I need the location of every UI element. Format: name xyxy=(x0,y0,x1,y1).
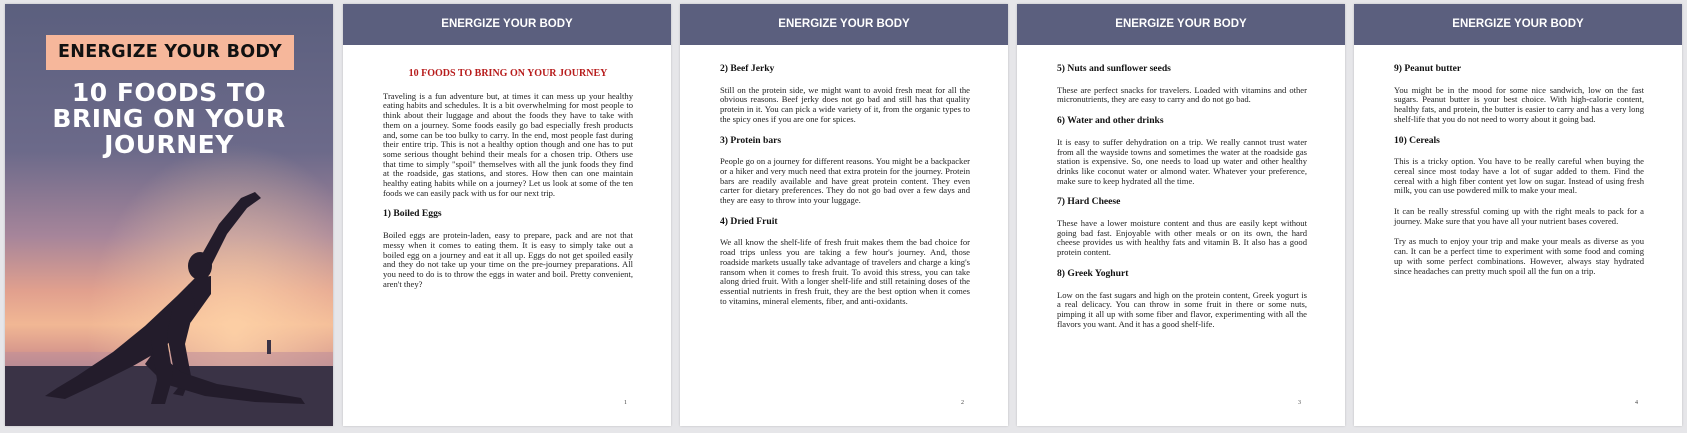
section-heading: 3) Protein bars xyxy=(720,134,782,146)
page-number: 1 xyxy=(624,400,627,406)
section-text: It is easy to suffer dehydration on a trip. We really cannot trust water from all the wayside towns and sometimes the water at the roadside gas station is expensive. So, one needs to load up water and other healthy drinks like coconut water or almond water. Whatever your preference, make sure to keep hydrated all the time. xyxy=(1057,136,1307,186)
section-text: People go on a journey for different reasons. You might be a backpacker or a hiker and very much need that extra protein for the journey. Protein bars are readily available and have great protein content. They even carter for dietary preferences. They do not go bad over a few days and they are easy to throw into your luggage. xyxy=(720,156,970,206)
section-heading: 7) Hard Cheese xyxy=(1057,196,1121,208)
page-number: 2 xyxy=(961,400,964,406)
section-heading: 10) Cereals xyxy=(1394,134,1440,146)
cover-title xyxy=(5,80,333,158)
cover-title-line: JOURNEY xyxy=(104,130,234,159)
page-content xyxy=(1394,64,1644,287)
section-text: Low on the fast sugars and high on the protein content, Greek yogurt is a real delicacy. You can throw in some fruit in there or some nuts, pimping it all up with some fiber and flavor, experimenting with all the flavors you want. And it has a good shelf-life. xyxy=(1057,289,1307,329)
closing-paragraph: It can be really stressful coming up with the right meals to pack for a journey. Make sure that you have all your nutrient bases covered. xyxy=(1394,206,1644,226)
section-heading: 5) Nuts and sunflower seeds xyxy=(1057,63,1171,74)
section-heading: 8) Greek Yoghurt xyxy=(1057,267,1129,279)
section-heading: 4) Dried Fruit xyxy=(720,215,778,227)
intro-paragraph: Traveling is a fun adventure but, at times it can mess up your healthy eating habits and schedules. It is a bit overwhelming for most people to think about their luggage and about the foods they have to take with them on a journey. Some foods easily go bad especially fresh products and, some can be too bulky to carry. In the end, most people fast during their entire trip. This is not a healthy option though and one has to put some serious thought behind their meals for a chosen trip. Others use that time to simply "spoil" themselves with all the junk foods they find at the roadside, gas stations, and stores. How then can one maintain healthy eating habits while on a journey? Let us look at some of the ten foods we can easily pack with us for our next trip. xyxy=(383,90,633,198)
section-heading: 1) Boiled Eggs xyxy=(383,208,442,220)
page-content xyxy=(383,64,633,300)
page-content xyxy=(720,64,970,317)
page-header: ENERGIZE YOUR BODY xyxy=(1017,4,1345,45)
section-heading: 6) Water and other drinks xyxy=(1057,115,1164,127)
document-title: 10 FOODS TO BRING ON YOUR JOURNEY xyxy=(408,68,608,79)
section-text: You might be in the mood for some nice sandwich, low on the fast sugars. Peanut butter is your best choice. With high-calorie content, healthy fats, and protein, the butter is easier to carry and has a very long shelf-life that you do not need to worry about it going bad. xyxy=(1394,84,1644,124)
page-1 xyxy=(343,4,671,426)
section-text: Boiled eggs are protein-laden, easy to prepare, pack and are not that messy when it comes to eating them. It is easy to simply take out a boiled egg on a journey and eat it all up. Eggs do not get spoiled easily and they do not take up your time on the pre-journey preparations. All you need to do is to throw the eggs in water and boil. Pretty convenient, aren't they? xyxy=(383,230,633,289)
page-number: 3 xyxy=(1298,400,1301,406)
cover-badge: ENERGIZE YOUR BODY xyxy=(46,35,294,70)
section-text: These are perfect snacks for travelers. Loaded with vitamins and other micronutrients, they are easy to carry and do not go bad. xyxy=(1057,84,1307,105)
section-text: These have a lower moisture content and thus are easily kept without going bad fast. Enjoyable with other meals or on its own, the hard cheese provides us with healthy fats and vitamin B. It also has a good protein content. xyxy=(1057,218,1307,258)
page-header: ENERGIZE YOUR BODY xyxy=(343,4,671,45)
section-heading: 2) Beef Jerky xyxy=(720,63,775,74)
page-2 xyxy=(680,4,1008,426)
cover-page xyxy=(5,4,333,426)
cover-title-line: 10 FOODS TO xyxy=(71,78,267,107)
section-text: This is a tricky option. You have to be really careful when buying the cereal since most today have a lot of sugar added to them. Find the cereal with a high fiber content yet low on sugar. Instead of using fresh milk, you can use powdered milk to make your meal. xyxy=(1394,156,1644,196)
page-4 xyxy=(1354,4,1682,426)
cover-title-line: BRING ON YOUR xyxy=(52,104,286,133)
section-heading: 9) Peanut butter xyxy=(1394,63,1462,74)
page-number: 4 xyxy=(1635,400,1638,406)
section-text: We all know the shelf-life of fresh fruit makes them the bad choice for road trips unless you are taking a few hour's journey. And, those roadside markets usually take advantage of travelers and charge a king's ransom when it comes to fresh fruit. To avoid this stress, you can take along dried fruit. With a longer shelf-life and still retaining doses of the essential nutrients in fresh fruit, they are the best option when it comes to vitamins, mineral elements, fiber, and anti-oxidants. xyxy=(720,237,970,306)
page-3 xyxy=(1017,4,1345,426)
section-text: Still on the protein side, we might want to avoid fresh meat for all the obvious reasons. Beef jerky does not go bad and still has that quality protein in it. You can pick a wide variety of it, from the organic types to the spicy ones if you are one for spices. xyxy=(720,84,970,124)
closing-paragraph: Try as much to enjoy your trip and make your meals as diverse as you can. It can be a perfect time to experiment with some food and coming up with some perfect combinations. However, always stay hydrated since headaches can pretty much spoil all the fun on a trip. xyxy=(1394,236,1644,276)
page-content xyxy=(1057,64,1307,340)
page-header: ENERGIZE YOUR BODY xyxy=(680,4,1008,45)
page-header: ENERGIZE YOUR BODY xyxy=(1354,4,1682,45)
